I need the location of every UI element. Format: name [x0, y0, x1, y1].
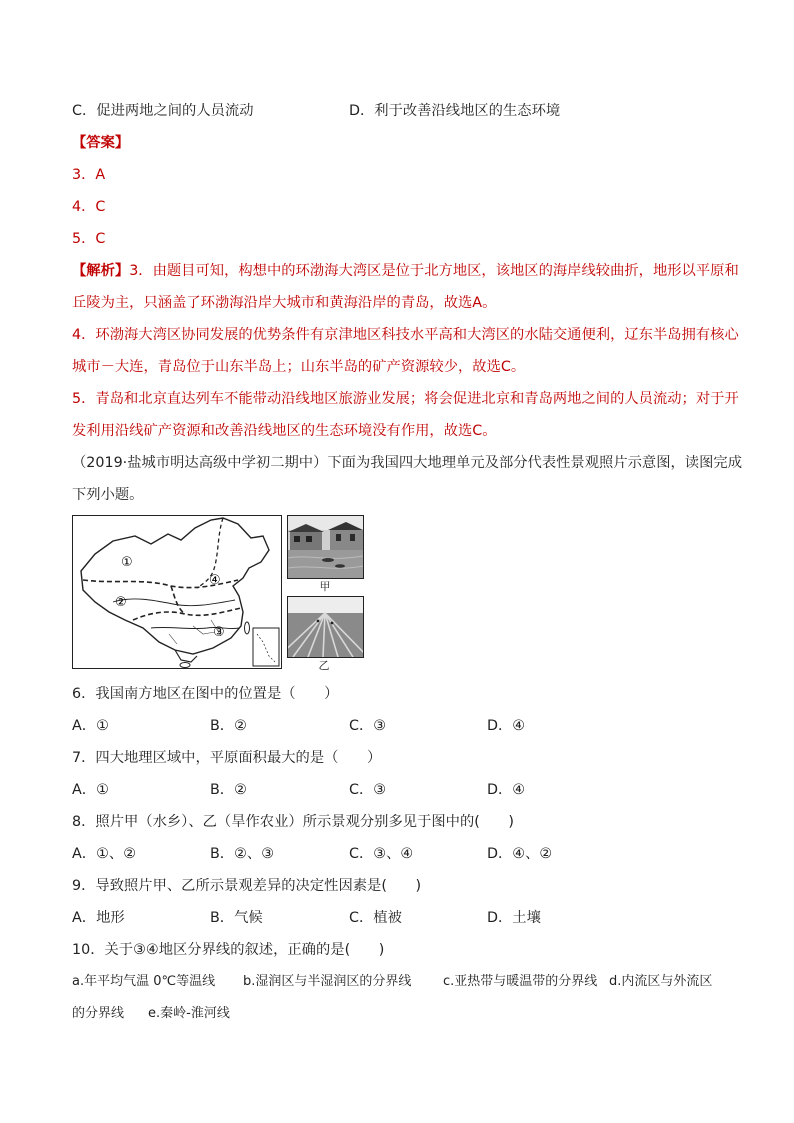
question-6-stem: 6．我国南方地区在图中的位置是（ ）: [72, 686, 339, 702]
q6-option-a[interactable]: A．①: [72, 718, 109, 734]
analysis-line-4: 城市－大连，青岛位于山东半岛上；山东半岛的矿产资源较少，故选C。: [72, 359, 526, 375]
photo-yi-label: 乙: [318, 659, 330, 672]
dry-farming-image: [288, 597, 363, 657]
answer-5: 5．C: [72, 231, 106, 247]
q7-option-b[interactable]: B．②: [210, 782, 247, 798]
water-town-image: [288, 516, 363, 578]
analysis-line-3: 4．环渤海大湾区协同发展的优势条件有京津地区科技水平高和大湾区的水陆交通便利，辽东半岛拥有核心: [72, 327, 739, 343]
q8-option-a[interactable]: A．①、②: [72, 846, 137, 862]
intro-line-1: （2019·盐城市明达高级中学初二期中）下面为我国四大地理单元及部分代表性景观照片示意图，读图完成: [72, 455, 742, 471]
q10-option-b[interactable]: b.湿润区与半湿润区的分界线: [243, 974, 412, 989]
question-7-stem: 7．四大地理区域中，平原面积最大的是（ ）: [72, 750, 382, 766]
analysis-text-1: 3．由题目可知，构想中的环渤海大湾区是位于北方地区，该地区的海岸线较曲折，地形以平原和: [129, 263, 739, 279]
analysis-line-1: [72, 261, 739, 281]
q9-option-b[interactable]: B．气候: [210, 910, 263, 926]
q10-option-c[interactable]: c.亚热带与暖温带的分界线: [443, 974, 598, 989]
q7-option-d[interactable]: D．④: [487, 782, 526, 798]
map-label-3: ③: [213, 625, 225, 640]
photo-jia-label: 甲: [319, 580, 331, 593]
q7-option-c[interactable]: C．③: [349, 782, 387, 798]
q6-option-b[interactable]: B．②: [210, 718, 247, 734]
photo-yi-dry-farming: [287, 596, 364, 658]
q7-option-a[interactable]: A．①: [72, 782, 109, 798]
q6-option-d[interactable]: D．④: [487, 718, 526, 734]
map-label-4: ④: [209, 573, 221, 588]
answer-header: 【答案】: [72, 135, 130, 151]
question-9-stem: 9．导致照片甲、乙所示景观差异的决定性因素是( ): [72, 878, 422, 894]
q10-option-d[interactable]: d.内流区与外流区: [609, 974, 713, 989]
q8-option-c[interactable]: C．③、④: [349, 846, 414, 862]
q9-option-c[interactable]: C．植被: [349, 910, 402, 926]
answer-4: 4．C: [72, 199, 106, 215]
photo-jia-water-town: [287, 515, 364, 579]
china-map-drawing: [73, 516, 281, 668]
question-10-stem: 10．关于③④地区分界线的叙述，正确的是( ): [72, 942, 385, 958]
q9-option-a[interactable]: A．地形: [72, 910, 125, 926]
q8-option-d[interactable]: D．④、②: [487, 846, 553, 862]
china-region-map: [72, 515, 282, 669]
map-label-1: ①: [121, 555, 133, 570]
answer-3: 3．A: [72, 167, 106, 183]
q10-option-d-cont: 的分界线: [72, 1006, 125, 1021]
analysis-label: 【解析】: [72, 263, 130, 279]
intro-line-2: 下列小题。: [72, 487, 144, 503]
option-c-prev: C．促进两地之间的人员流动: [72, 103, 254, 119]
q10-option-e[interactable]: e.秦岭-淮河线: [148, 1006, 230, 1021]
option-d-prev: D．利于改善沿线地区的生态环境: [349, 103, 561, 119]
q10-option-a[interactable]: a.年平均气温 0℃等温线: [72, 974, 216, 989]
q9-option-d[interactable]: D．土壤: [487, 910, 541, 926]
q6-option-c[interactable]: C．③: [349, 718, 387, 734]
q8-option-b[interactable]: B．②、③: [210, 846, 275, 862]
analysis-line-5: 5．青岛和北京直达列车不能带动沿线地区旅游业发展；将会促进北京和青岛两地之间的人员流动；对于开: [72, 391, 739, 407]
map-label-2: ②: [115, 595, 127, 610]
analysis-line-2: 丘陵为主，只涵盖了环渤海沿岸大城市和黄海沿岸的青岛，故选A。: [72, 295, 497, 311]
question-8-stem: 8．照片甲（水乡）、乙（旱作农业）所示景观分别多见于图中的( ): [72, 814, 515, 830]
analysis-line-6: 发利用沿线矿产资源和改善沿线地区的生态环境没有作用，故选C。: [72, 423, 497, 439]
